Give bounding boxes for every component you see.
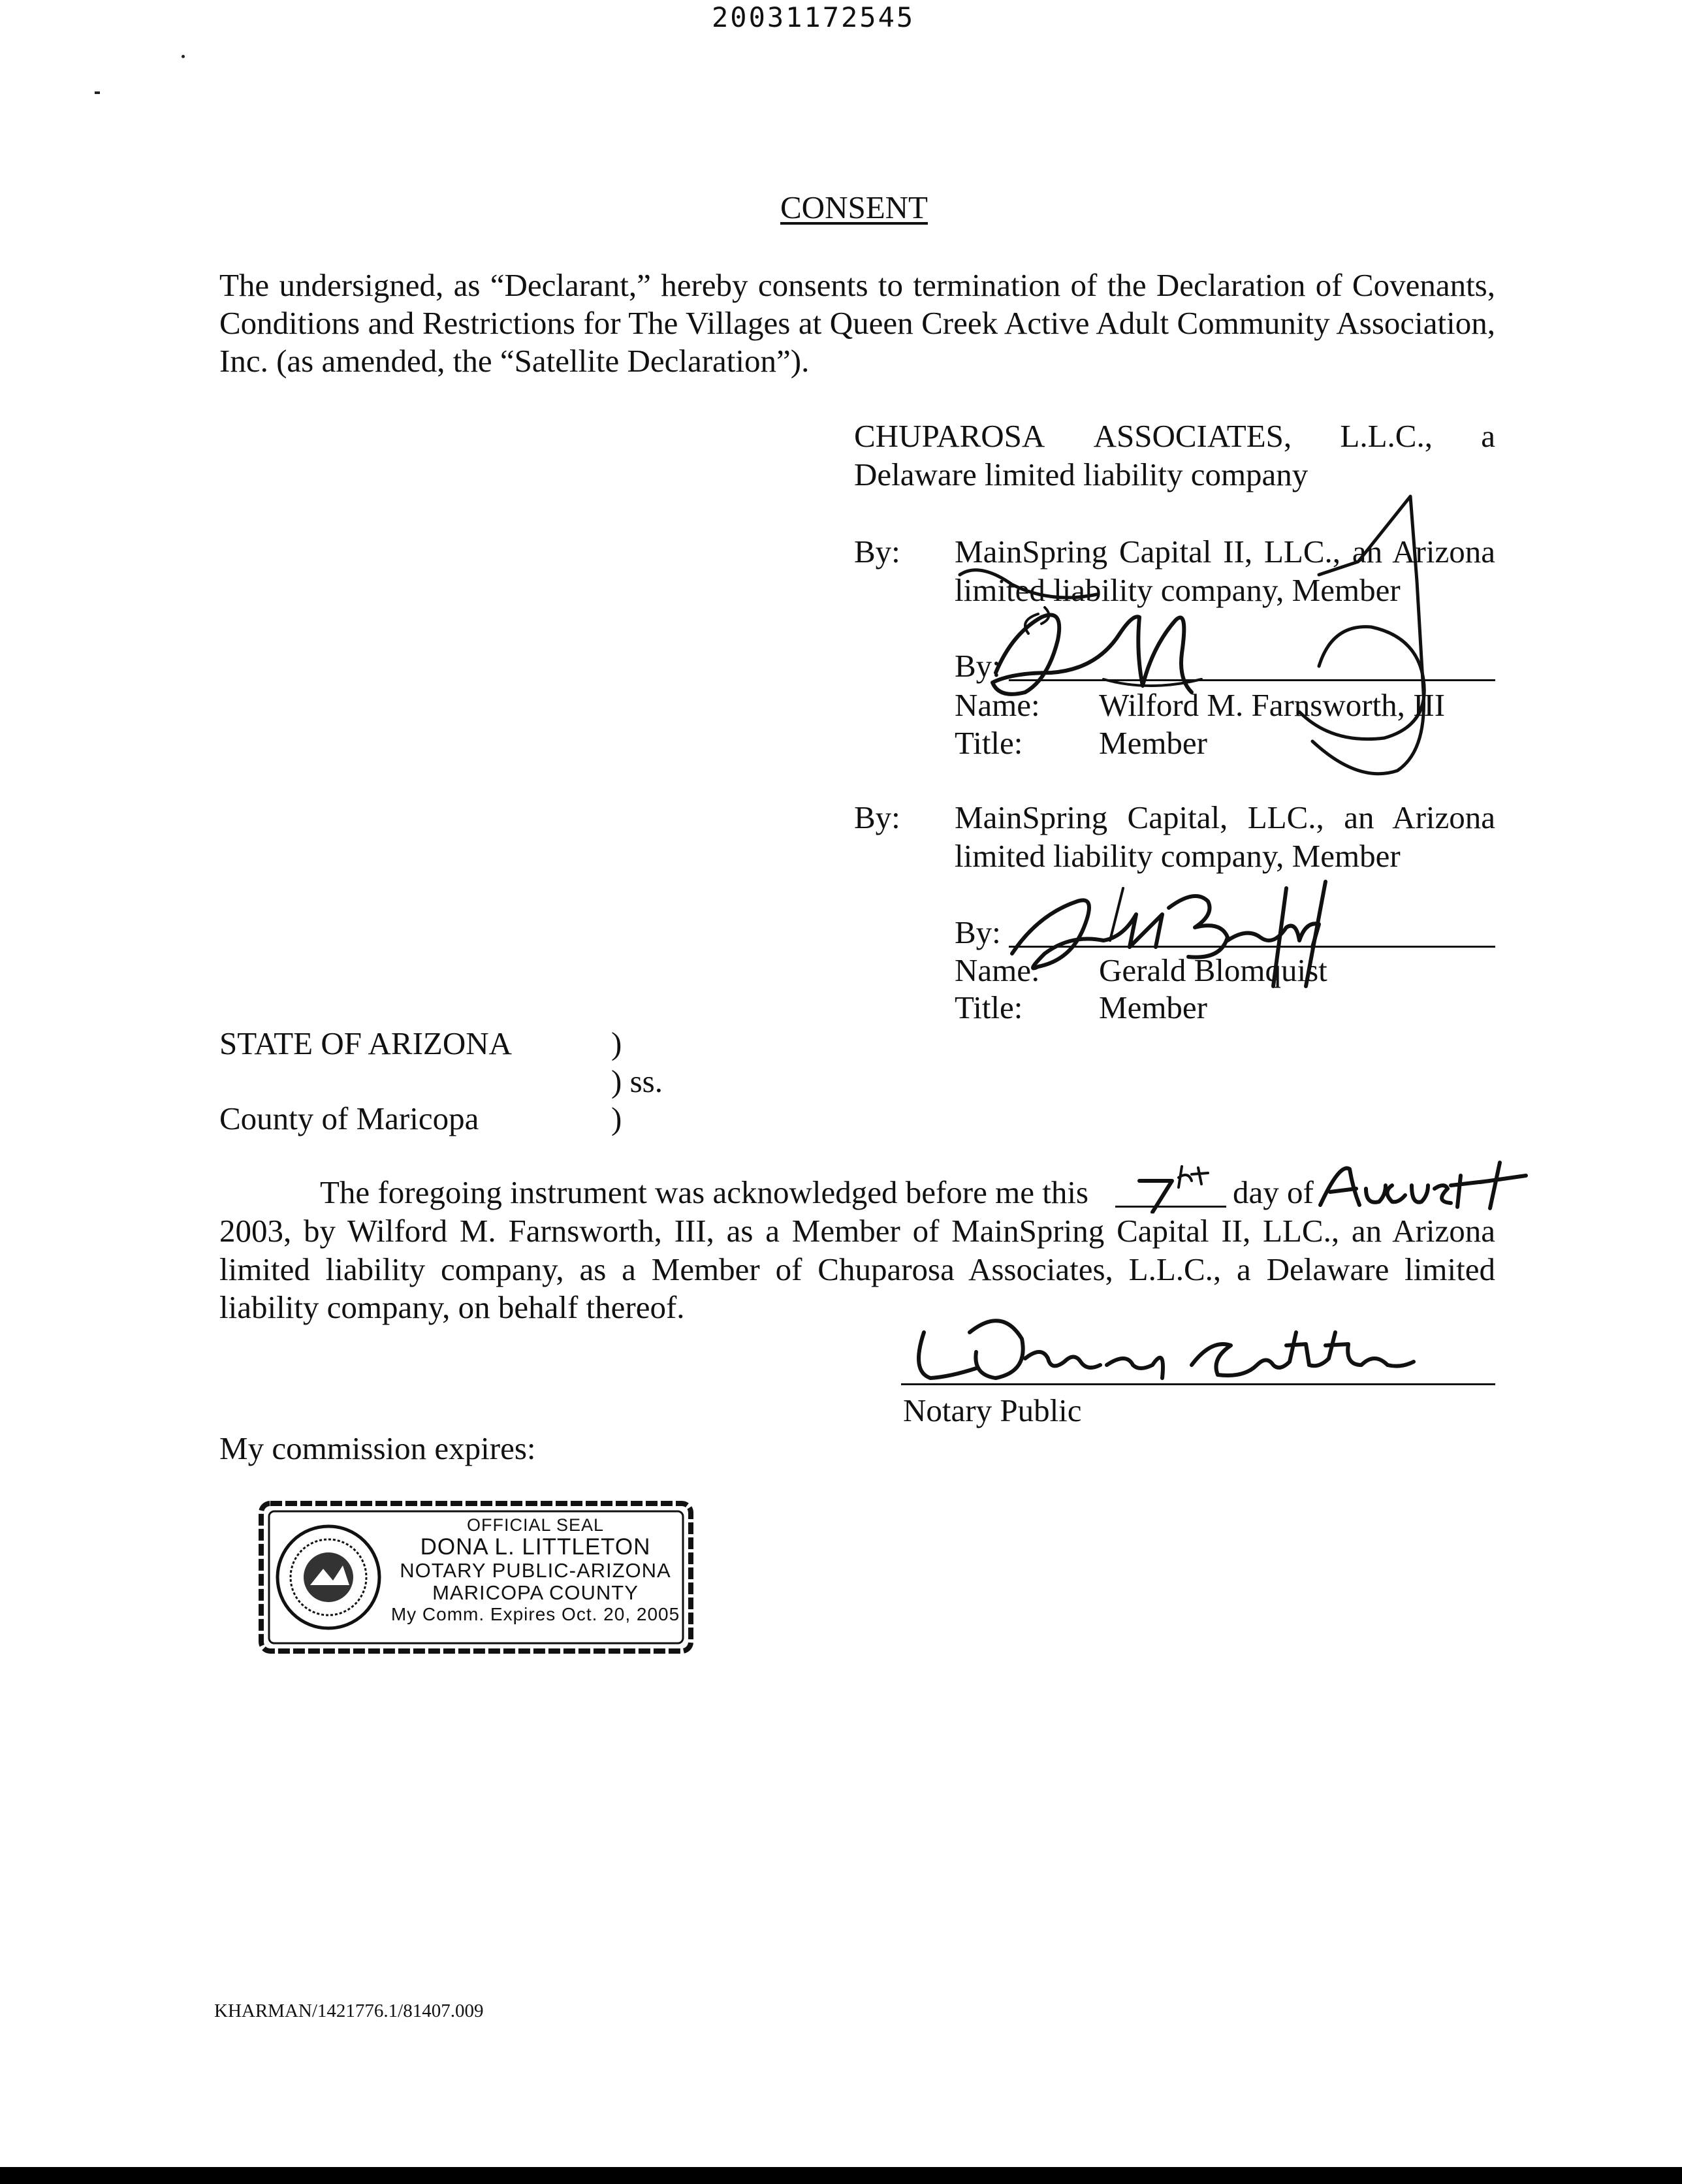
seal-text-block (385, 1515, 686, 1625)
notary-seal-stamp (255, 1496, 699, 1659)
signer1-sig-by-label: By: (955, 648, 1001, 684)
ack-line4: liability company, on behalf thereof. (219, 1289, 685, 1325)
entity-word-2: ASSOCIATES, (1093, 418, 1292, 454)
signer2-title-label: Title: (955, 989, 1023, 1025)
ack-line1-pre: The foregoing instrument was acknowledged before me this (320, 1174, 1089, 1210)
signer1-name-value: Wilford M. Farnsworth, III (1099, 687, 1446, 723)
entity-word-4: a (1481, 418, 1495, 454)
signer1-by-label: By: (854, 534, 900, 570)
ack-line3: limited liability company, as a Member of Chuparosa Associates, L.L.C., a Delaware limited (219, 1251, 1495, 1287)
entity-word-1: CHUPAROSA (854, 418, 1045, 454)
venue-ss: ) ss. (611, 1063, 663, 1099)
document-title: CONSENT (780, 189, 928, 225)
signer1-member-line2: limited liability company, Member (955, 572, 1401, 608)
ack-line1-mid: day of (1233, 1174, 1314, 1210)
signer2-name-label: Name: (955, 952, 1040, 988)
signer2-member-line2: limited liability company, Member (955, 838, 1401, 874)
venue-state: STATE OF ARIZONA (219, 1025, 512, 1061)
entity-name-line (854, 417, 1495, 456)
signer2-name-value: Gerald Blomquist (1099, 952, 1327, 988)
scan-speck (95, 91, 100, 94)
footer-doc-ref: KHARMAN/1421776.1/81407.009 (214, 2000, 484, 2021)
seal-line-county: MARICOPA COUNTY (432, 1581, 639, 1604)
notary-signature-line (901, 1383, 1495, 1385)
scan-bottom-edge (0, 2167, 1682, 2184)
venue-county: County of Maricopa (219, 1100, 479, 1136)
signature-farnsworth (901, 483, 1463, 810)
entity-word-3: L.L.C., (1340, 418, 1433, 454)
arizona-state-seal-icon (274, 1523, 383, 1631)
signer2-sig-by-label: By: (955, 914, 1001, 950)
entity-type: Delaware limited liability company (854, 457, 1309, 492)
notary-label: Notary Public (903, 1392, 1082, 1428)
handwritten-month (1314, 1156, 1529, 1215)
seal-line-name: DONA L. LITTLETON (420, 1534, 651, 1560)
venue-paren-3: ) (611, 1100, 622, 1136)
signer2-by-label: By: (854, 799, 900, 835)
signer1-member-line1: MainSpring Capital II, LLC., an Arizona (955, 534, 1495, 570)
signature-notary (904, 1306, 1427, 1391)
scan-speck (182, 55, 185, 58)
document-number: 20031172545 (712, 1, 915, 33)
commission-label: My commission expires: (219, 1430, 536, 1466)
signer1-title-label: Title: (955, 725, 1023, 761)
signer2-member-line1: MainSpring Capital, LLC., an Arizona (955, 799, 1495, 835)
ack-line2: 2003, by Wilford M. Farnsworth, III, as a Member of MainSpring Capital II, LLC., an Arizona (219, 1213, 1495, 1249)
signer1-title-value: Member (1099, 725, 1207, 761)
consent-paragraph: The undersigned, as “Declarant,” hereby consents to termination of the Declaration of Covenants, Conditions and Restrictions for The Villages at Queen Creek Active Adult Community Association, Inc. (as amended, the “Satellite Declaration”). (219, 267, 1495, 379)
signer2-title-value: Member (1099, 989, 1207, 1025)
venue-paren-1: ) (611, 1025, 622, 1061)
seal-line-notary: NOTARY PUBLIC-ARIZONA (400, 1559, 671, 1582)
handwritten-day (1126, 1161, 1218, 1213)
seal-line-official: OFFICIAL SEAL (466, 1515, 605, 1535)
signature-blomquist (999, 875, 1365, 1006)
seal-line-expires: My Comm. Expires Oct. 20, 2005 (390, 1604, 680, 1624)
signer1-name-label: Name: (955, 687, 1040, 723)
